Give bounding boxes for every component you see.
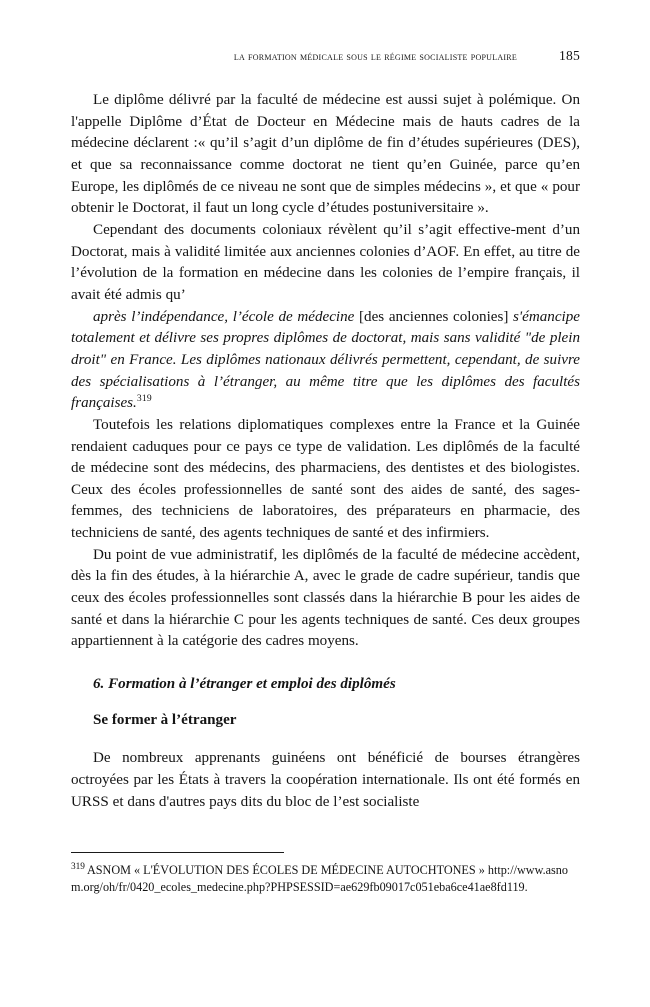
heading-spacer-top — [71, 653, 580, 674]
running-head — [71, 48, 580, 64]
paragraph-diplome-polemique: Le diplôme délivré par la faculté de médecine est aussi sujet à polémique. On l'appelle Diplôme d’État de Docteur en Médecine mais de hauts cadres de la médecine déclarent :« qu’il s’agit d’un diplôme de fin d’études supérieures (DES), et que sa reconnaissance comme doctorat ne tient qu’en Guinée, parce qu’en Europe, les diplômés de ce niveau ne sont que de simples médecins », et que « pour obtenir le Doctorat, il faut un long cycle d’études postuniversitaire ». — [71, 92, 580, 217]
footnote-citation-text: ASNOM « L'ÉVOLUTION DES ÉCOLES DE MÉDECINE AUTOCHTONES » — [86, 863, 488, 877]
running-head-title: la formation médicale sous le régime socialiste populaire — [233, 51, 517, 63]
footnote-area — [71, 852, 580, 896]
paragraph-point-de-vue-administratif: Du point de vue administratif, les diplômés de la faculté de médecine accèdent, dès la fin des études, à la hiérarchie A, avec le grade de cadre supérieur, tandis que ceux des écoles professionnelles sont classés dans la hiérarchie B pour les aides de santé et dans la hiérarchie C pour les agents techniques de santé. Ces deux groupes appartiennent à la catégorie des cadres moyens. — [71, 546, 580, 650]
quote-editorial-insert: [des anciennes colonies] — [359, 308, 509, 325]
footnote-number: 319 — [71, 861, 85, 872]
footnote-reference-marker: 319 — [136, 393, 152, 405]
section-heading-formation-etranger: 6. Formation à l’étranger et emploi des diplômés — [93, 676, 396, 693]
footnote-319 — [71, 862, 580, 896]
footnote-url: http://www.asnom.org/oh/fr/0420_ecoles_medecine.php?PHPSESSID=ae629fb09017c051eba6ce41ae8fd119. — [71, 863, 568, 895]
block-quote — [71, 307, 580, 415]
heading-spacer-mid — [71, 696, 580, 710]
text-column — [71, 90, 580, 813]
paragraph-bourses-etrangeres: De nombreux apprenants guinéens ont bénéficié de bourses étrangères octroyées par les États à travers la coopération internationale. Ils ont été formés en URSS et dans d'autres pays dits du bloc de l’est socialiste — [71, 750, 580, 810]
heading-spacer-bottom — [71, 731, 580, 748]
quote-italic-rest: s'émancipe totalement et délivre ses propres diplômes de doctorat, mais sans validité "de plein droit" en France. Les diplômes nationaux délivrés permettent, cependant, de suivre des spécialisations à l’étranger, au même titre que les diplômes des facultés françaises. — [71, 308, 580, 412]
footnote-separator-rule — [71, 852, 284, 853]
quote-italic-lead: après l’indépendance, l’école de médecine — [93, 308, 360, 325]
paragraph-relations-diplomatiques: Toutefois les relations diplomatiques complexes entre la France et la Guinée rendaient caduques pour ce pays ce type de validation. Les diplômés de la faculté de médecine sont des médecins, des pharmaciens, des dentistes et des biologistes. Ceux des écoles professionnelles de santé sont des aides de santé, des sages-femmes, des techniciens de laboratoires, des préparateurs en pharmacie, des techniciens de santé, des agents techniques de santé et des infirmiers. — [71, 416, 580, 542]
paragraph-documents-coloniaux: Cependant des documents coloniaux révèlent qu’il s’agit effective-ment d’un Doctorat, mais à validité limitée aux anciennes colonies d’AOF. En effet, au titre de l’évolution de la formation en médecine dans les colonies de l’empire français, il avait été admis qu’ — [71, 221, 580, 303]
sub-heading-se-former: Se former à l’étranger — [93, 711, 237, 728]
page-number: 185 — [559, 48, 580, 63]
